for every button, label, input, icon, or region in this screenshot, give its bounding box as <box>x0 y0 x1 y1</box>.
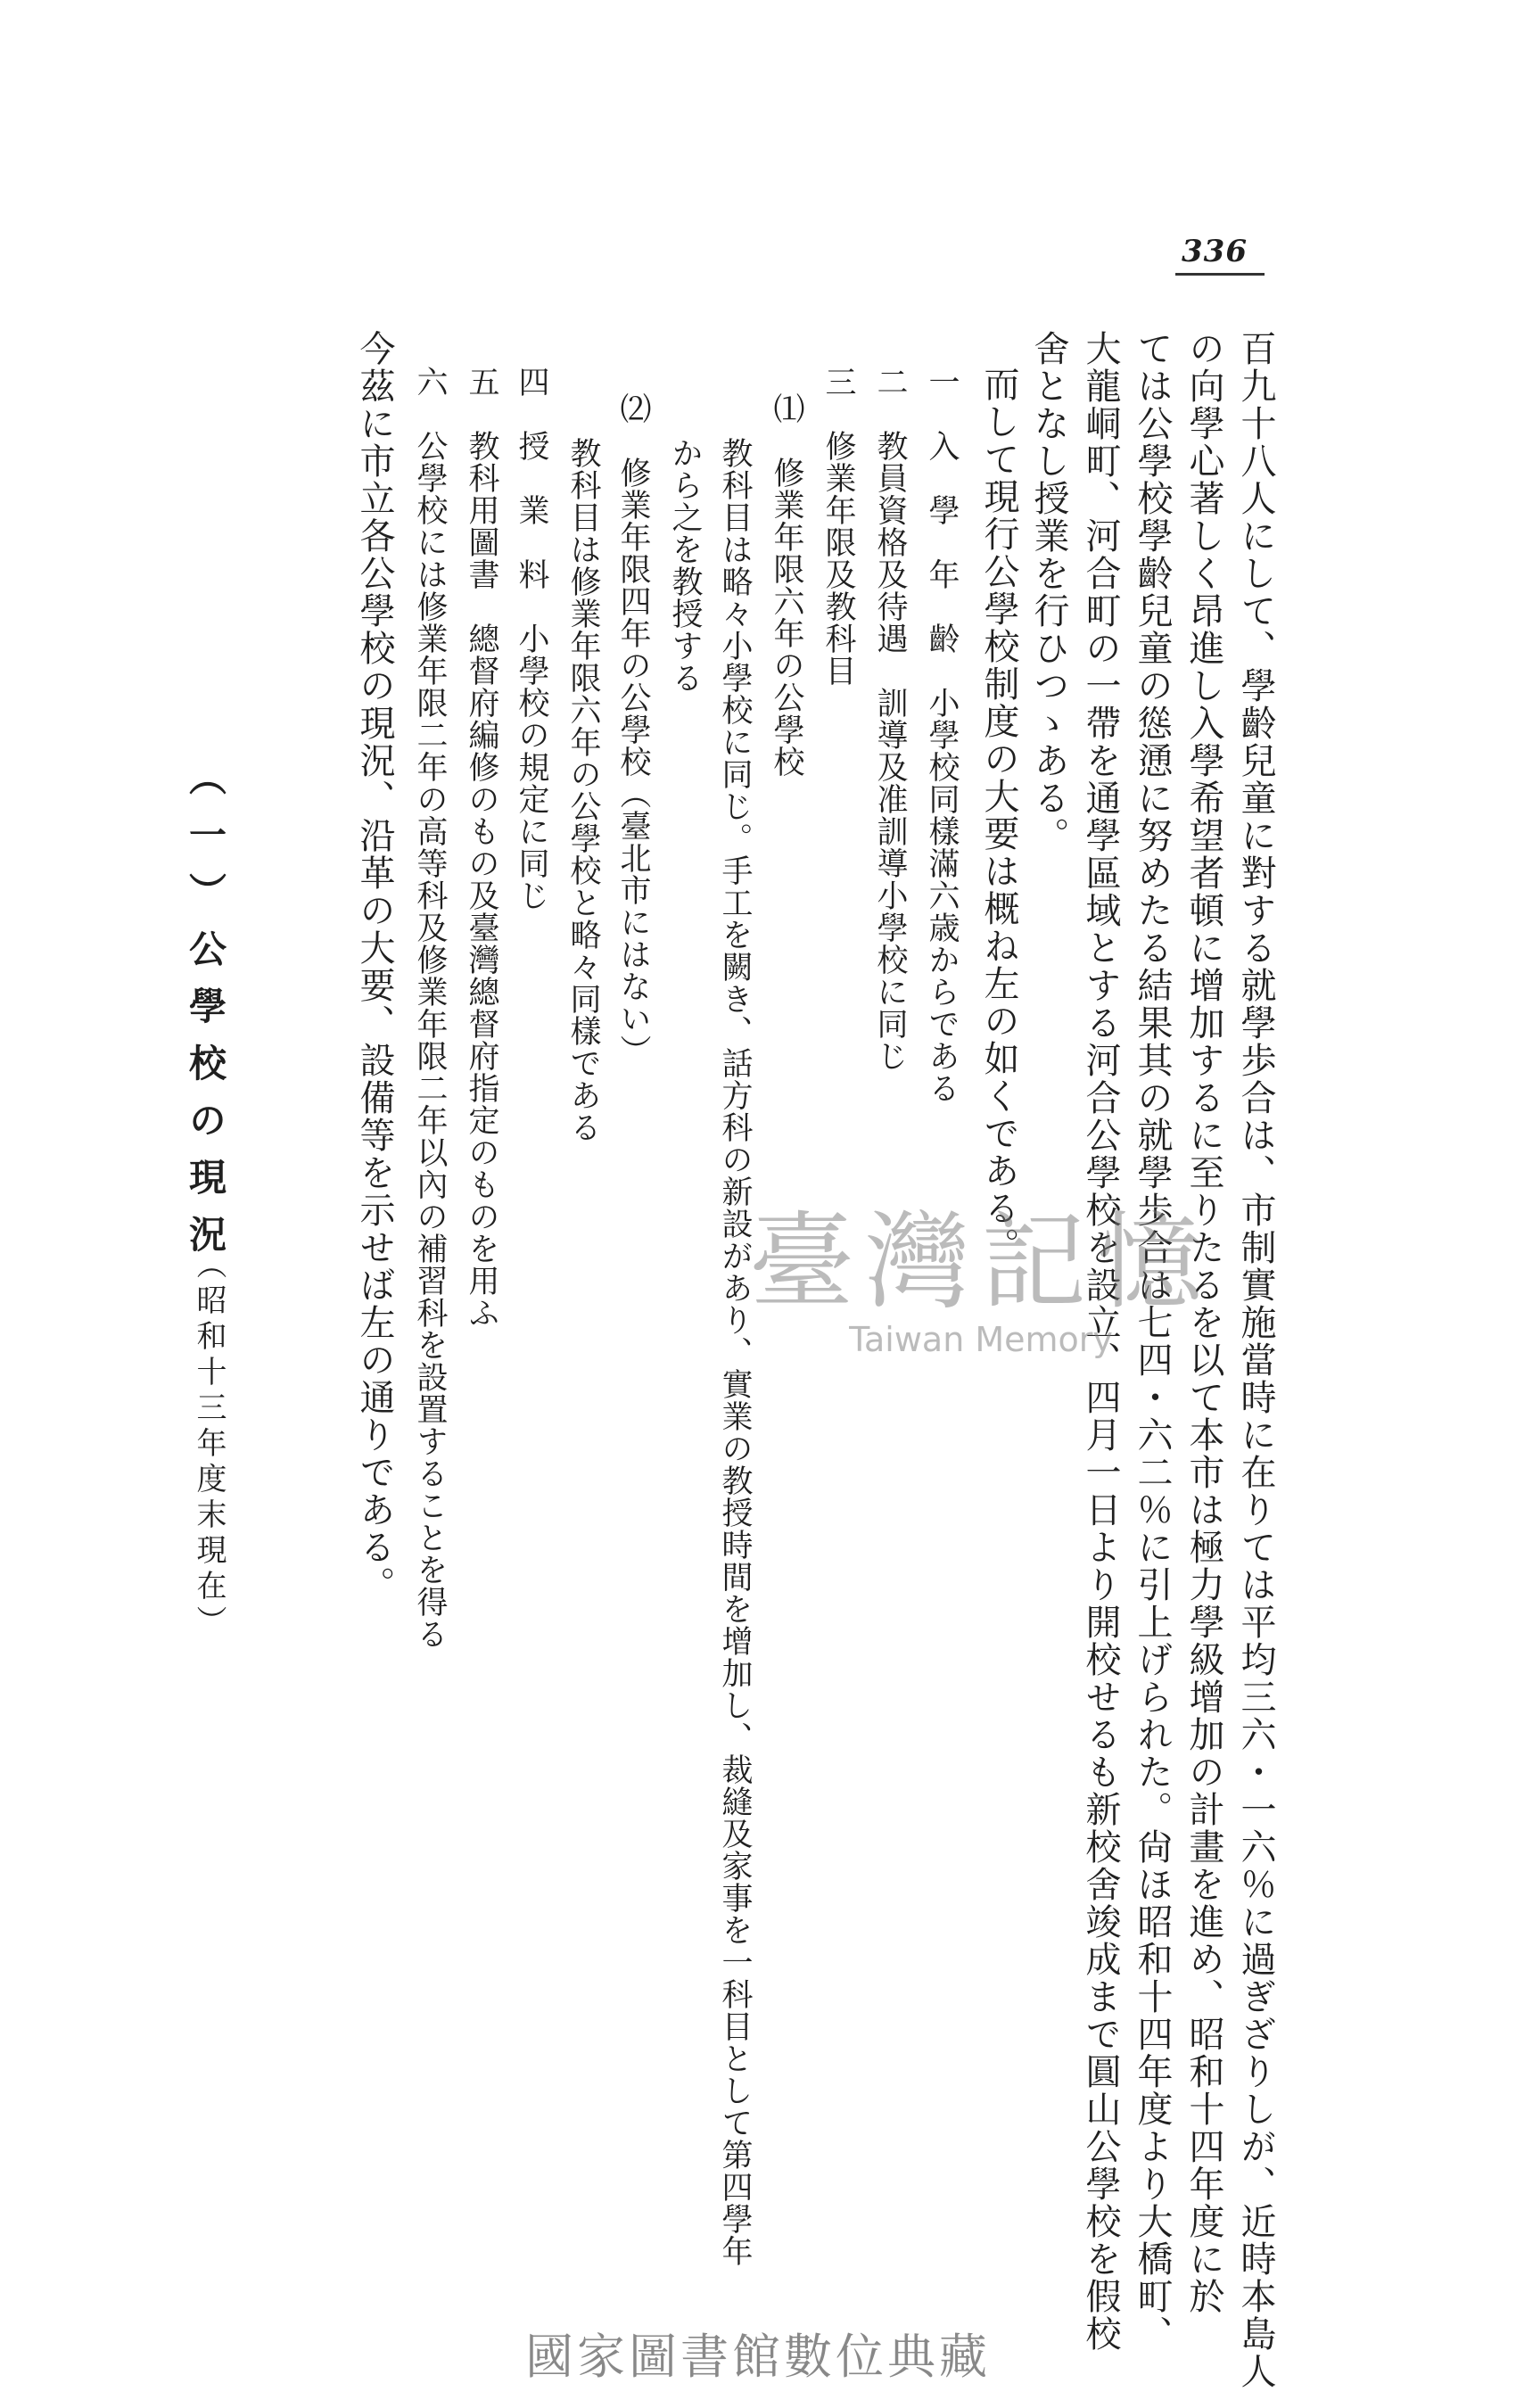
body-column-6: 而して現行公學校制度の大要は概ね左の如くである。 <box>978 366 1019 1265</box>
body-column-2: の向學心著しく昂進し入學希望者頓に增加するに至りたるを以て本市は極力學級增加の計畫を進め、昭和十四年度に於 <box>1183 330 1224 2315</box>
list-subitem-six-year-subjects-cont: から之を教授する <box>667 437 703 694</box>
section-heading: （一）公學校の現況 <box>184 758 227 1272</box>
list-item-admission-age: 一 入 學 年 齡 小學校同樣滿六歳からである <box>924 366 960 1104</box>
list-item-teacher-qualification: 二 教員資格及待遇 訓導及准訓導小學校に同じ <box>872 366 908 1072</box>
list-item-term-and-subjects: 三 修業年限及教科目 <box>820 366 856 687</box>
watermark-main-text: 臺灣記憶 <box>749 1200 1214 1324</box>
page-number-rule <box>1175 273 1265 276</box>
page-number: 336 <box>1182 234 1248 269</box>
body-column-1: 百九十八人にして、學齡兒童に對する就學歩合は、市制實施當時に在りては平均三六・一六％に過ぎざりしが、近時本島人 <box>1235 330 1276 2390</box>
footer-credit: 國家圖書館數位典藏 <box>525 2329 991 2385</box>
body-column-3: ては公學校學齡兒童の慫慂に努めたる結果其の就學歩合は七四・六二％に引上げられた。尙ほ昭和十四年度より大橋町、 <box>1132 330 1173 2353</box>
body-column-4: 大龍峒町、河合町の一帶を通學區域とする河合公學校を設立、四月一日より開校せるも新校舍竣成まで圓山公學校を假校 <box>1080 330 1121 2353</box>
body-column-closing: 今茲に市立各公學校の現況、沿革の大要、設備等を示せば左の通りである。 <box>354 330 395 1604</box>
list-item-tuition: 四 授 業 料 小學校の規定に同じ <box>514 366 549 911</box>
list-item-textbooks: 五 教科用圖書 總督府編修のもの及臺灣總督府指定のものを用ふ <box>464 366 499 1329</box>
watermark-sub-text: Taiwan Memory <box>849 1320 1113 1359</box>
list-subitem-four-year-school: ⑵ 修業年限四年の公學校（臺北市にはない） <box>615 392 651 1067</box>
list-subitem-six-year-subjects: 教科目は略々小學校に同じ。手工を闕き、話方科の新設があり、實業の教授時間を增加し、裁縫及家事を一科目として第四學年 <box>717 437 753 2267</box>
section-heading-note: （昭和十三年度末現在） <box>191 1249 227 1641</box>
list-subitem-six-year-school: ⑴ 修業年限六年の公學校 <box>769 392 804 778</box>
list-subitem-four-year-subjects: 教科目は修業年限六年の公學校と略々同樣である <box>565 437 601 1143</box>
body-column-5: 舍となし授業を行ひつゝある。 <box>1028 330 1069 854</box>
list-item-higher-course: 六 公學校には修業年限二年の高等科及修業年限二年以內の補習科を設置することを得る <box>412 366 448 1650</box>
